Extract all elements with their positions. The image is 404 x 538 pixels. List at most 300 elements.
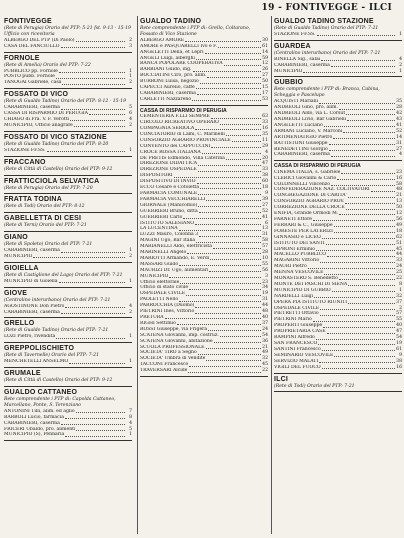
entry-name: CARABINIERI, caserma bbox=[4, 309, 60, 315]
leader-dots bbox=[209, 268, 261, 272]
leader-dots bbox=[199, 209, 261, 213]
entry-number: 29 bbox=[262, 143, 268, 149]
town-note: (Rete di Città di Castello) Orario del PTP: 9-12 bbox=[4, 166, 113, 172]
leader-dots bbox=[195, 221, 261, 225]
entry-name: ANGELETTI Luciano bbox=[274, 122, 323, 128]
entry-number: 4 bbox=[399, 152, 402, 158]
leader-dots bbox=[177, 321, 261, 325]
leader-dots bbox=[220, 120, 261, 124]
entry-number: 24 bbox=[396, 264, 402, 270]
leader-dots bbox=[319, 99, 395, 103]
leader-dots bbox=[189, 285, 261, 289]
entry-number: 63 bbox=[262, 114, 268, 120]
entry-number: 27 bbox=[262, 73, 268, 79]
leader-dots bbox=[196, 85, 261, 89]
entry-number: 26 bbox=[262, 67, 268, 73]
entry-name: PIETRINI Ines, Vittorio bbox=[140, 309, 195, 315]
directory-entry bbox=[4, 123, 132, 129]
entry-name: BINELLA Sig., salai bbox=[274, 56, 321, 62]
directory-entry bbox=[4, 334, 132, 340]
town-note: Rete comprendente i PTP di: Branca, Cabina, Scheggia e Pascelupo bbox=[274, 87, 380, 99]
directory-entry bbox=[4, 432, 132, 438]
entry-name: ISTITUTO SALESIANO bbox=[140, 220, 194, 226]
leader-dots bbox=[192, 97, 261, 101]
leader-dots bbox=[185, 38, 261, 42]
leader-dots bbox=[348, 300, 395, 304]
entry-number: 42 bbox=[396, 111, 402, 117]
town-heading: FORNOLE bbox=[4, 54, 40, 62]
leader-dots bbox=[47, 148, 125, 152]
town-heading: FRATTICCIOLA SELVATICA bbox=[4, 177, 100, 185]
leader-dots bbox=[208, 327, 261, 331]
entry-name: BANCA POPOLARE COOPERATIVA bbox=[140, 61, 223, 67]
entry-number: 49 bbox=[262, 350, 268, 356]
leader-dots bbox=[334, 229, 395, 233]
leader-dots bbox=[321, 57, 395, 61]
leader-dots bbox=[187, 250, 261, 254]
entry-number: 32 bbox=[262, 356, 268, 362]
entry-name: OPERA PIA ISTITUTO RIUNITI bbox=[274, 299, 348, 305]
entry-name: MONTE DEI PASCHI DI SIENA bbox=[274, 281, 348, 287]
town-note: (Rete di Gualdo Tadino) Orario del PTP: 8-12 - 15-19 bbox=[4, 99, 127, 105]
leader-dots bbox=[211, 144, 261, 148]
entry-name: FERRARI & C., Giuseppe bbox=[274, 222, 333, 228]
leader-dots bbox=[339, 276, 395, 280]
entry-number: 44 bbox=[396, 252, 402, 258]
section-divider bbox=[4, 156, 132, 157]
entry-number: 11 bbox=[262, 137, 268, 143]
leader-dots bbox=[198, 203, 261, 207]
entry-name: GUERRIERI Bruno, ditta bbox=[140, 208, 198, 214]
entry-number: 21 bbox=[396, 193, 402, 199]
town-heading: GUALDO TADINO STAZIONE bbox=[274, 18, 374, 25]
section-divider bbox=[4, 212, 132, 213]
entry-name: SAN FRANCESCO bbox=[274, 341, 318, 346]
leader-dots bbox=[89, 111, 125, 115]
entry-number: 17 bbox=[262, 90, 268, 96]
town-heading: FRATTA TODINA bbox=[4, 196, 62, 204]
entry-number: 27 bbox=[262, 202, 268, 208]
leader-dots bbox=[329, 147, 395, 151]
leader-dots bbox=[196, 238, 261, 242]
town-heading: FOSSATO DI VICO bbox=[4, 91, 69, 99]
entry-name: AMORE e PASQUARELLI Ivo e F. bbox=[140, 43, 218, 49]
leader-dots bbox=[69, 359, 125, 363]
leader-dots bbox=[197, 179, 262, 183]
directory-entry bbox=[274, 365, 402, 371]
town-note: (Rete di Spoleto) Orario del PTP: 7-21 bbox=[4, 242, 93, 248]
entry-name: OSPEDALE CIVILE bbox=[140, 291, 186, 297]
entry-name: SCATENA Glovanni, imp. costruz. bbox=[140, 332, 219, 338]
entry-name: MUNICIPIO bbox=[140, 273, 169, 279]
entry-number: 4 bbox=[129, 303, 132, 309]
entry-name: SCUOLA PROFESSIONALE bbox=[140, 344, 205, 350]
leader-dots bbox=[169, 274, 261, 278]
entry-number: 1 bbox=[399, 287, 402, 293]
entry-name: MUNICIPIO bbox=[4, 254, 33, 260]
leader-dots bbox=[322, 235, 395, 239]
section-divider bbox=[274, 391, 402, 392]
leader-dots bbox=[206, 197, 261, 201]
leader-dots bbox=[317, 32, 395, 36]
leader-dots bbox=[345, 199, 395, 203]
entry-name: ALBERGO DEL PTP (Di Paolo) bbox=[4, 37, 75, 43]
leader-dots bbox=[186, 291, 261, 295]
entry-name: PAOLETTI Nello bbox=[140, 297, 179, 303]
entry-name: BARBIANI Guido, ing. bbox=[140, 67, 192, 73]
town-heading: GIOVE bbox=[4, 289, 28, 297]
entry-number: 1 bbox=[129, 68, 132, 74]
directory-entry bbox=[4, 44, 132, 50]
leader-dots bbox=[210, 256, 261, 260]
leader-dots bbox=[65, 304, 125, 308]
leader-dots bbox=[179, 297, 261, 301]
leader-dots bbox=[218, 44, 261, 48]
leader-dots bbox=[202, 150, 261, 154]
leader-dots bbox=[332, 288, 395, 292]
leader-dots bbox=[198, 191, 261, 195]
leader-dots bbox=[348, 282, 395, 286]
entry-name: CASA DEL FANCIULLO bbox=[4, 43, 60, 49]
leader-dots bbox=[316, 247, 395, 251]
entry-number: 7 bbox=[129, 408, 132, 414]
leader-dots bbox=[331, 63, 395, 67]
leader-dots bbox=[346, 111, 395, 115]
leader-dots bbox=[319, 359, 395, 363]
column-2 bbox=[137, 16, 268, 534]
entry-number: 18 bbox=[262, 185, 268, 191]
leader-dots bbox=[61, 310, 125, 314]
entry-number: 1 bbox=[129, 278, 132, 284]
entry-number: 3 bbox=[129, 43, 132, 49]
entry-name: CEMENTERIA F.LLI SEMPRE bbox=[140, 114, 210, 120]
town-heading: GIOIELLA bbox=[4, 264, 39, 272]
town-heading: ILCI bbox=[274, 375, 289, 383]
entry-number: 28 bbox=[396, 105, 402, 111]
leader-dots bbox=[61, 44, 126, 48]
subsection-heading: CASSA DI RISPARMIO DI PERUGIA bbox=[140, 107, 227, 114]
entry-number: 1 bbox=[129, 147, 132, 153]
entry-number: 2 bbox=[129, 254, 132, 260]
entry-name: MACELLO PUBBLICO bbox=[274, 252, 326, 258]
entry-number: 45 bbox=[262, 362, 268, 368]
leader-dots bbox=[320, 306, 395, 310]
entry-name: ALBERGO AMORE bbox=[140, 37, 185, 43]
leader-dots bbox=[62, 80, 125, 84]
entry-number: 18 bbox=[396, 228, 402, 234]
entry-number: 2 bbox=[129, 80, 132, 86]
section-divider bbox=[140, 376, 268, 377]
entry-name: MENCHETELLI ANSELMO bbox=[4, 359, 69, 365]
entry-number: 4 bbox=[129, 420, 132, 426]
leader-dots bbox=[308, 264, 395, 268]
entry-name: BARBOLI Lucio, farmacia bbox=[4, 414, 64, 420]
entry-number: 25 bbox=[396, 270, 402, 276]
entry-name: TACCONI Francesco bbox=[140, 362, 189, 368]
entry-number: 4 bbox=[265, 149, 268, 155]
section-divider bbox=[4, 131, 132, 132]
town-note: (Rete di Tavernelle) Orario del PTP: 7-21 bbox=[4, 353, 99, 359]
entry-number: 48 bbox=[396, 187, 402, 193]
page-number-label: 19 - FONTIVEGGE - ILCI bbox=[261, 3, 392, 13]
entry-number: 19 bbox=[262, 291, 268, 297]
entry-number: 53 bbox=[262, 96, 268, 102]
town-heading: FRACCANO bbox=[4, 158, 46, 166]
section-divider bbox=[274, 160, 402, 161]
entry-number: 2 bbox=[399, 62, 402, 68]
entry-name: Ufficio elettorale bbox=[140, 279, 180, 285]
entry-name: CONVENTO dei CAPPUCCINI bbox=[140, 143, 211, 149]
entry-number: 56 bbox=[262, 267, 268, 273]
entry-name: VIGILI DEL FUOCO bbox=[274, 364, 321, 370]
entry-number: 35 bbox=[262, 131, 268, 137]
entry-number: 24 bbox=[262, 326, 268, 332]
entry-number: 13 bbox=[396, 199, 402, 205]
town-heading: GABELLETTA DI CESI bbox=[4, 215, 82, 223]
leader-dots bbox=[313, 217, 395, 221]
entry-name: ANDREOLI Aldo, via L. Corsut bbox=[274, 111, 346, 117]
entry-number: 6 bbox=[129, 111, 132, 117]
section-divider bbox=[4, 193, 132, 194]
entry-name: CARLETTI Nazzareno bbox=[140, 96, 192, 102]
town-note: (Rete di Gualdo Tadino) Orario del PTP: 8-20 bbox=[4, 141, 109, 147]
leader-dots bbox=[348, 193, 395, 197]
leader-dots bbox=[347, 117, 395, 121]
entry-number: 37 bbox=[396, 299, 402, 305]
town-note: (Rete di Amelia) Orario del PTP: 7-22 bbox=[4, 62, 91, 68]
directory-entry bbox=[4, 254, 132, 260]
leader-dots bbox=[320, 258, 395, 262]
entry-name: MAGARINI Vittorio bbox=[274, 258, 320, 264]
entry-name: ANGELETTI Della, et Lepri bbox=[140, 49, 204, 55]
leader-dots bbox=[326, 241, 395, 245]
entry-name: CONGREGAZIONE DI CARITA' bbox=[274, 193, 347, 199]
entry-number: 58 bbox=[396, 181, 402, 187]
leader-dots bbox=[193, 67, 261, 71]
entry-name: TRAVERSARI Alcide bbox=[140, 368, 188, 374]
entry-number: 52 bbox=[262, 208, 268, 214]
section-divider bbox=[4, 317, 132, 318]
leader-dots bbox=[197, 91, 261, 95]
entry-number: 3 bbox=[265, 273, 268, 279]
entry-name: FRICERI Ubaldo, pro. alimenti bbox=[4, 426, 76, 432]
leader-dots bbox=[33, 254, 125, 258]
entry-number: 58 bbox=[262, 238, 268, 244]
entry-name: CARABINIERI, caserma bbox=[4, 420, 60, 426]
section-divider bbox=[4, 88, 132, 89]
entry-name: LUZZI Mauro, Colonna 3 bbox=[140, 232, 199, 238]
entry-name: PARROCCHIA (Duomo) bbox=[140, 303, 195, 309]
entry-name: LOZI Pietro, rivendita bbox=[4, 334, 56, 340]
entry-name: GIORNALE (Manicomio) bbox=[140, 202, 198, 208]
entry-number: 9 bbox=[399, 352, 402, 358]
entry-name: ANTONINI Tilli, alim. ed aglio bbox=[4, 408, 75, 414]
leader-dots bbox=[318, 341, 395, 345]
leader-dots bbox=[59, 279, 125, 283]
leader-dots bbox=[329, 141, 395, 145]
entry-number: 55 bbox=[396, 317, 402, 323]
directory-entry bbox=[274, 152, 402, 158]
town-heading: GUARDEA bbox=[274, 42, 311, 50]
section-divider bbox=[4, 367, 132, 368]
entry-name: Ufficio di stato civile bbox=[140, 285, 189, 291]
leader-dots bbox=[183, 215, 261, 219]
entry-name: NARDELLI Luigi bbox=[274, 293, 314, 299]
entry-name: SANTINI Francesco bbox=[274, 346, 321, 352]
directory-entry bbox=[140, 368, 268, 374]
entry-name: ISTITUTO DEI SANTI bbox=[274, 240, 325, 246]
section-divider bbox=[274, 40, 402, 41]
town-heading: GUALDO TADINO bbox=[140, 18, 202, 25]
subsection-heading: CASSA DI RISPARMIO DI PERUGIA bbox=[274, 163, 361, 170]
entry-number: 40 bbox=[262, 315, 268, 320]
entry-name: CAPECCI Aurelio, caffe bbox=[140, 85, 195, 91]
entry-name: ANDREOLI Gino, pro. alim. bbox=[274, 105, 338, 111]
leader-dots bbox=[207, 73, 261, 77]
entry-number: 50 bbox=[396, 205, 402, 211]
entry-number: 12 bbox=[396, 211, 402, 217]
leader-dots bbox=[179, 226, 261, 230]
leader-dots bbox=[200, 79, 261, 83]
directory-entry bbox=[4, 279, 132, 285]
entry-name: OSPEDALE CIVILE bbox=[274, 305, 320, 311]
entry-number: 28 bbox=[262, 250, 268, 256]
entry-number: 9 bbox=[265, 190, 268, 196]
leader-dots bbox=[189, 362, 261, 366]
town-note: (Rete di Gualdo Tadino) Orario del PTP: 7-21 bbox=[4, 328, 109, 334]
leader-dots bbox=[200, 185, 261, 189]
entry-name: CONSORZIO AGRARIO PROVINCIALE bbox=[140, 137, 231, 143]
town-note: (Rete di Gualdo Tadino) Orario del PTP: 7-21 bbox=[274, 26, 379, 31]
entry-name: SOCIETA' TIRO a Segno bbox=[140, 350, 197, 356]
entry-name: SEMINARIO VESCOVILE bbox=[274, 352, 334, 358]
town-heading: FOSSATO DI VICO STAZIONE bbox=[4, 133, 107, 141]
section-divider bbox=[4, 262, 132, 263]
entry-name: LIPRONI Erminio bbox=[274, 246, 316, 252]
entry-number: 22 bbox=[262, 368, 268, 374]
entry-name: STAZIONE FF.SS. bbox=[274, 31, 316, 37]
leader-dots bbox=[56, 334, 125, 338]
entry-name: CINEMA ITALIA, s. Gabriele bbox=[274, 169, 341, 175]
entry-name: AGOSTINONE Don Pietro bbox=[4, 303, 65, 309]
leader-dots bbox=[341, 170, 395, 174]
leader-dots bbox=[211, 114, 261, 118]
town-note: (Rete di Perugia) Orario del PTP: 7-20 bbox=[4, 185, 93, 191]
entry-number: 41 bbox=[396, 122, 402, 128]
entry-name: BATTISTONI Giuseppe bbox=[274, 140, 328, 146]
directory-entry bbox=[4, 310, 132, 316]
entry-number: 47 bbox=[262, 161, 268, 167]
entry-name: MUNICIPIO bbox=[274, 68, 303, 74]
entry-name: MUNICIPIO DI GUBBIO bbox=[274, 287, 331, 293]
entry-number: 55 bbox=[262, 261, 268, 267]
leader-dots bbox=[206, 345, 261, 349]
directory-entry bbox=[4, 359, 132, 365]
entry-name: SERVIZIO MALATI bbox=[274, 358, 319, 364]
leader-dots bbox=[322, 365, 395, 369]
entry-number: 1 bbox=[129, 359, 132, 365]
entry-number: 61 bbox=[262, 43, 268, 49]
entry-name: CROCE ROSSA ITALIANA bbox=[140, 149, 201, 155]
leader-dots bbox=[56, 74, 125, 78]
entry-name: CARABINIERI, caserma bbox=[140, 90, 196, 96]
entry-number: 16 bbox=[262, 126, 268, 131]
entry-name: PRETURA bbox=[140, 315, 164, 320]
leader-dots bbox=[61, 248, 125, 252]
entry-number: 5 bbox=[129, 105, 132, 111]
entry-name: GINNASIO e LICEO bbox=[274, 234, 321, 240]
leader-dots bbox=[339, 105, 395, 109]
town-note: (Rete di Todi) Orario del PTP: 7-21 bbox=[274, 383, 355, 389]
section-divider bbox=[4, 287, 132, 288]
entry-number: 1 bbox=[399, 68, 402, 74]
entry-number: 47 bbox=[396, 329, 402, 335]
leader-dots bbox=[220, 333, 261, 337]
entry-name: DE PRETIS Edmondo, Villa Caterina bbox=[140, 155, 225, 161]
entry-number: 2 bbox=[129, 309, 132, 315]
town-heading: GREPPOLISCHIETO bbox=[4, 345, 75, 353]
entry-name: COMPAGNIA SERIOLA bbox=[140, 126, 195, 131]
entry-name: ARMANI Luciano, V. Marconi bbox=[274, 128, 343, 134]
entry-name: COLONNELLI Vincenzo bbox=[274, 181, 330, 187]
entry-name: FARNETI Ettore bbox=[274, 216, 313, 222]
leader-dots bbox=[334, 353, 395, 357]
entry-name: PROPRIETARIA CASE bbox=[274, 329, 326, 335]
leader-dots bbox=[165, 315, 261, 319]
column-1 bbox=[4, 16, 132, 534]
section-divider bbox=[4, 231, 132, 232]
entry-name: CORREZIONE DELLA CROCE bbox=[274, 205, 345, 211]
leader-dots bbox=[313, 317, 395, 321]
entry-number: 57 bbox=[262, 244, 268, 250]
entry-number: 1 bbox=[129, 74, 132, 80]
entry-number: 10 bbox=[262, 255, 268, 261]
entry-number: 8 bbox=[129, 414, 132, 420]
leader-dots bbox=[76, 409, 125, 413]
entry-name: CARABINIERI, caserma bbox=[4, 248, 60, 254]
entry-number: 34 bbox=[262, 285, 268, 291]
leader-dots bbox=[61, 105, 125, 109]
entry-number: 56 bbox=[396, 216, 402, 222]
entry-number: 43 bbox=[396, 116, 402, 122]
entry-number: 1 bbox=[129, 334, 132, 340]
leader-dots bbox=[320, 311, 395, 315]
section-divider bbox=[4, 52, 132, 53]
entry-name: LA LUCENTINA bbox=[140, 226, 178, 232]
town-note: (Centralino interurbano) Orario del PTP: 7-21 bbox=[4, 297, 111, 303]
leader-dots bbox=[198, 167, 261, 171]
entry-number: 19 bbox=[396, 341, 402, 346]
entry-name: DISPOSITIVO DI INVIO bbox=[140, 179, 196, 185]
leader-dots bbox=[226, 156, 261, 160]
leader-dots bbox=[196, 56, 261, 60]
entry-name: ANDREOLI Livio, Bar Gabrielli bbox=[274, 116, 347, 122]
entry-name: ENIFIA, Grande Ormodi M. bbox=[274, 211, 339, 217]
entry-name: PUBBLICO pp. Fornole bbox=[4, 68, 58, 74]
entry-number: 51 bbox=[396, 240, 402, 246]
entry-name: MAURI Pietro bbox=[274, 264, 307, 270]
leader-dots bbox=[76, 38, 125, 42]
leader-dots bbox=[188, 368, 261, 372]
leader-dots bbox=[322, 347, 395, 351]
entry-number: 5 bbox=[129, 426, 132, 432]
entry-number: 31 bbox=[262, 297, 268, 303]
entry-name: PROPERTI Giuseppe bbox=[274, 323, 323, 329]
leader-dots bbox=[198, 161, 261, 165]
entry-name: ANGELI Luigi, alberghi bbox=[140, 55, 195, 61]
entry-name: CARABINIERI, caserma bbox=[274, 62, 330, 68]
town-heading: GUALDO CATTANEO bbox=[4, 389, 78, 396]
